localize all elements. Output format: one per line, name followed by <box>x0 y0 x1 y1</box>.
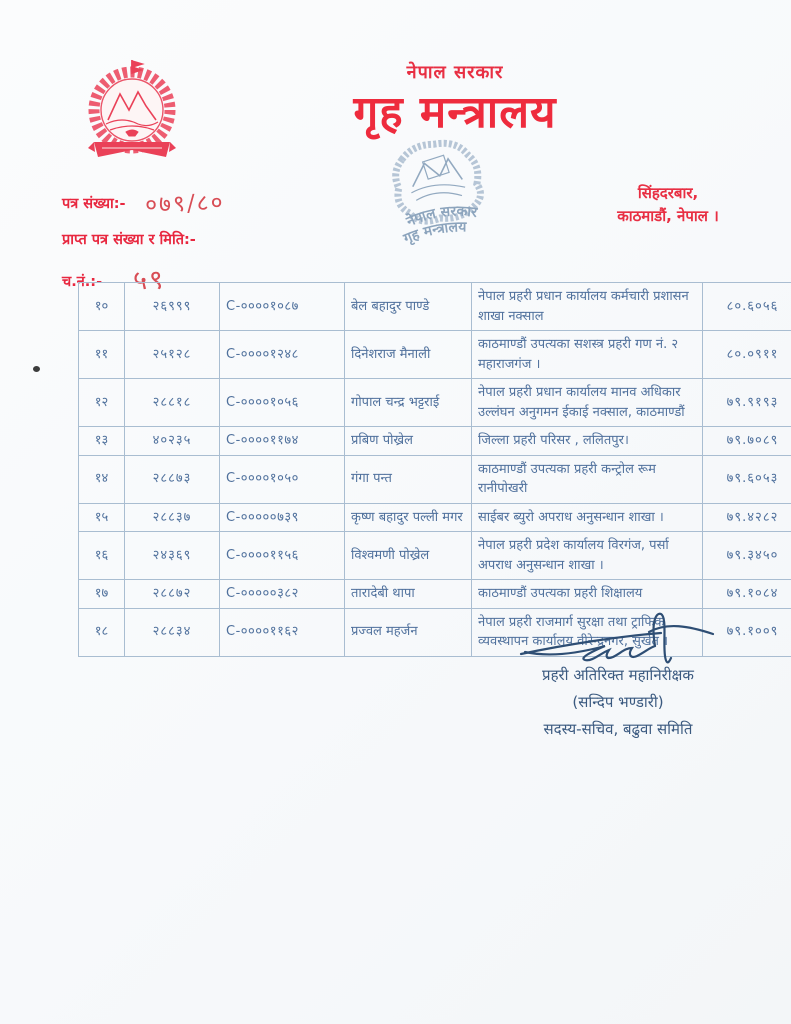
cell-code-number: C-००००११७४ <box>220 427 345 456</box>
office-address <box>578 182 758 229</box>
nepal-government-emblem-icon <box>82 58 182 174</box>
cell-regimental-number: २८८७३ <box>125 455 220 503</box>
cell-regimental-number: २५१२८ <box>125 331 220 379</box>
cell-office: काठमाण्डौं उपत्यका सशस्त्र प्रहरी गण नं. २ महाराजगंज । <box>472 331 703 379</box>
dispatch-no-handwritten-value: ५९ <box>132 264 166 297</box>
cell-code-number: C-००००१०५६ <box>220 379 345 427</box>
table-row <box>79 427 791 456</box>
cell-serial-number: १२ <box>79 379 125 427</box>
cell-office: नेपाल प्रहरी प्रधान कार्यालय मानव अधिकार उल्लंघन अनुगमन ईकाई नक्साल, काठमाण्डौं <box>472 379 703 427</box>
cell-office: साईबर ब्युरो अपराध अनुसन्धान शाखा । <box>472 503 703 532</box>
cell-name: विश्वमणी पोख्रेल <box>345 532 472 580</box>
ministry-stamp-icon <box>360 129 518 266</box>
cell-office: नेपाल प्रहरी प्रधान कार्यालय कर्मचारी प्रशासन शाखा नक्साल <box>472 283 703 331</box>
cell-regimental-number: २८८३७ <box>125 503 220 532</box>
cell-regimental-number: २४३६९ <box>125 532 220 580</box>
cell-regimental-number: २८८१८ <box>125 379 220 427</box>
table-row <box>79 379 791 427</box>
letterhead-title-block <box>280 60 630 136</box>
ministry-title: गृह मन्त्रालय <box>353 87 557 138</box>
dispatch-no-label: च.नं.:- <box>62 274 103 290</box>
stamp-text-line2: गृह मन्त्रालय <box>401 219 467 248</box>
cell-name: प्रबिण पोख्रेल <box>345 427 472 456</box>
cell-name: प्रज्वल महर्जन <box>345 608 472 656</box>
received-letter-row <box>62 229 224 249</box>
cell-serial-number: १४ <box>79 455 125 503</box>
cell-code-number: C-००००१२४८ <box>220 331 345 379</box>
cell-name: तारादेबी थापा <box>345 580 472 609</box>
cell-office: काठमाण्डौं उपत्यका प्रहरी शिक्षालय <box>472 580 703 609</box>
cell-name: बेल बहादुर पाण्डे <box>345 283 472 331</box>
address-line1: सिंहदरबार, <box>637 184 699 202</box>
table-row <box>79 580 791 609</box>
cell-regimental-number: २६९९९ <box>125 283 220 331</box>
cell-code-number: C-०००००७३९ <box>220 503 345 532</box>
cell-serial-number: १८ <box>79 608 125 656</box>
cell-score: ७९.१००९ <box>703 608 791 656</box>
signatory-name: (सन्दिप भण्डारी) <box>572 693 664 711</box>
received-letter-label: प्राप्त पत्र संख्या र मिति:- <box>62 232 196 248</box>
letter-no-row <box>62 186 224 218</box>
government-title: नेपाल सरकार <box>406 62 504 83</box>
stamp-text-line1: नेपाल सरकार <box>404 203 478 231</box>
address-line2: काठमाडौं, नेपाल । <box>617 207 719 226</box>
cell-code-number: C-००००११५६ <box>220 532 345 580</box>
cell-score: ७९.४२८२ <box>703 503 791 532</box>
signature-icon <box>513 608 723 666</box>
cell-serial-number: १३ <box>79 427 125 456</box>
cell-office: नेपाल प्रहरी प्रदेश कार्यालय विरगंज, पर्सा अपराध अनुसन्धान शाखा । <box>472 532 703 580</box>
cell-name: दिनेशराज मैनाली <box>345 331 472 379</box>
signatory-role: सदस्य-सचिव, बढुवा समिति <box>543 720 693 738</box>
table-row <box>79 532 791 580</box>
letter-no-label: पत्र संख्या:- <box>62 196 126 212</box>
signature-block <box>498 608 738 743</box>
cell-office: जिल्ला प्रहरी परिसर , ललितपुर। <box>472 427 703 456</box>
cell-code-number: C-००००११६२ <box>220 608 345 656</box>
table-row <box>79 503 791 532</box>
cell-score: ७९.९१९३ <box>703 379 791 427</box>
cell-score: ७९.७०८९ <box>703 427 791 456</box>
cell-regimental-number: ४०२३५ <box>125 427 220 456</box>
cell-score: ७९.६०५३ <box>703 455 791 503</box>
cell-serial-number: १० <box>79 283 125 331</box>
table-row <box>79 455 791 503</box>
cell-office: नेपाल प्रहरी राजमार्ग सुरक्षा तथा ट्राफिक व्यवस्थापन कार्यालय वीरेन्द्रनगर, सुर्खेत । <box>472 608 703 656</box>
table-row <box>79 331 791 379</box>
cell-regimental-number: २८८३४ <box>125 608 220 656</box>
promotion-table-body <box>79 283 791 657</box>
cell-score: ८०.०९११ <box>703 331 791 379</box>
cell-serial-number: १५ <box>79 503 125 532</box>
cell-office: काठमाण्डौं उपत्यका प्रहरी कन्ट्रोल रूम रानीपोखरी <box>472 455 703 503</box>
cell-serial-number: ११ <box>79 331 125 379</box>
table-row <box>79 283 791 331</box>
promotion-roster-table <box>78 282 791 657</box>
cell-name: कृष्ण बहादुर पल्ली मगर <box>345 503 472 532</box>
cell-score: ७९.१०८४ <box>703 580 791 609</box>
cell-code-number: C-००००१०८७ <box>220 283 345 331</box>
cell-name: गंगा पन्त <box>345 455 472 503</box>
cell-regimental-number: २८८७२ <box>125 580 220 609</box>
letter-no-handwritten-value: ०७९/८० <box>144 189 225 219</box>
cell-name: गोपाल चन्द्र भट्टराई <box>345 379 472 427</box>
cell-score: ७९.३४५० <box>703 532 791 580</box>
cell-serial-number: १६ <box>79 532 125 580</box>
cell-code-number: C-००००१०५० <box>220 455 345 503</box>
cell-serial-number: १७ <box>79 580 125 609</box>
cell-score: ८०.६०५६ <box>703 283 791 331</box>
scan-artifact-dot <box>33 366 40 372</box>
cell-code-number: C-०००००३८२ <box>220 580 345 609</box>
signatory-designation: प्रहरी अतिरिक्त महानिरीक्षक <box>542 666 694 684</box>
